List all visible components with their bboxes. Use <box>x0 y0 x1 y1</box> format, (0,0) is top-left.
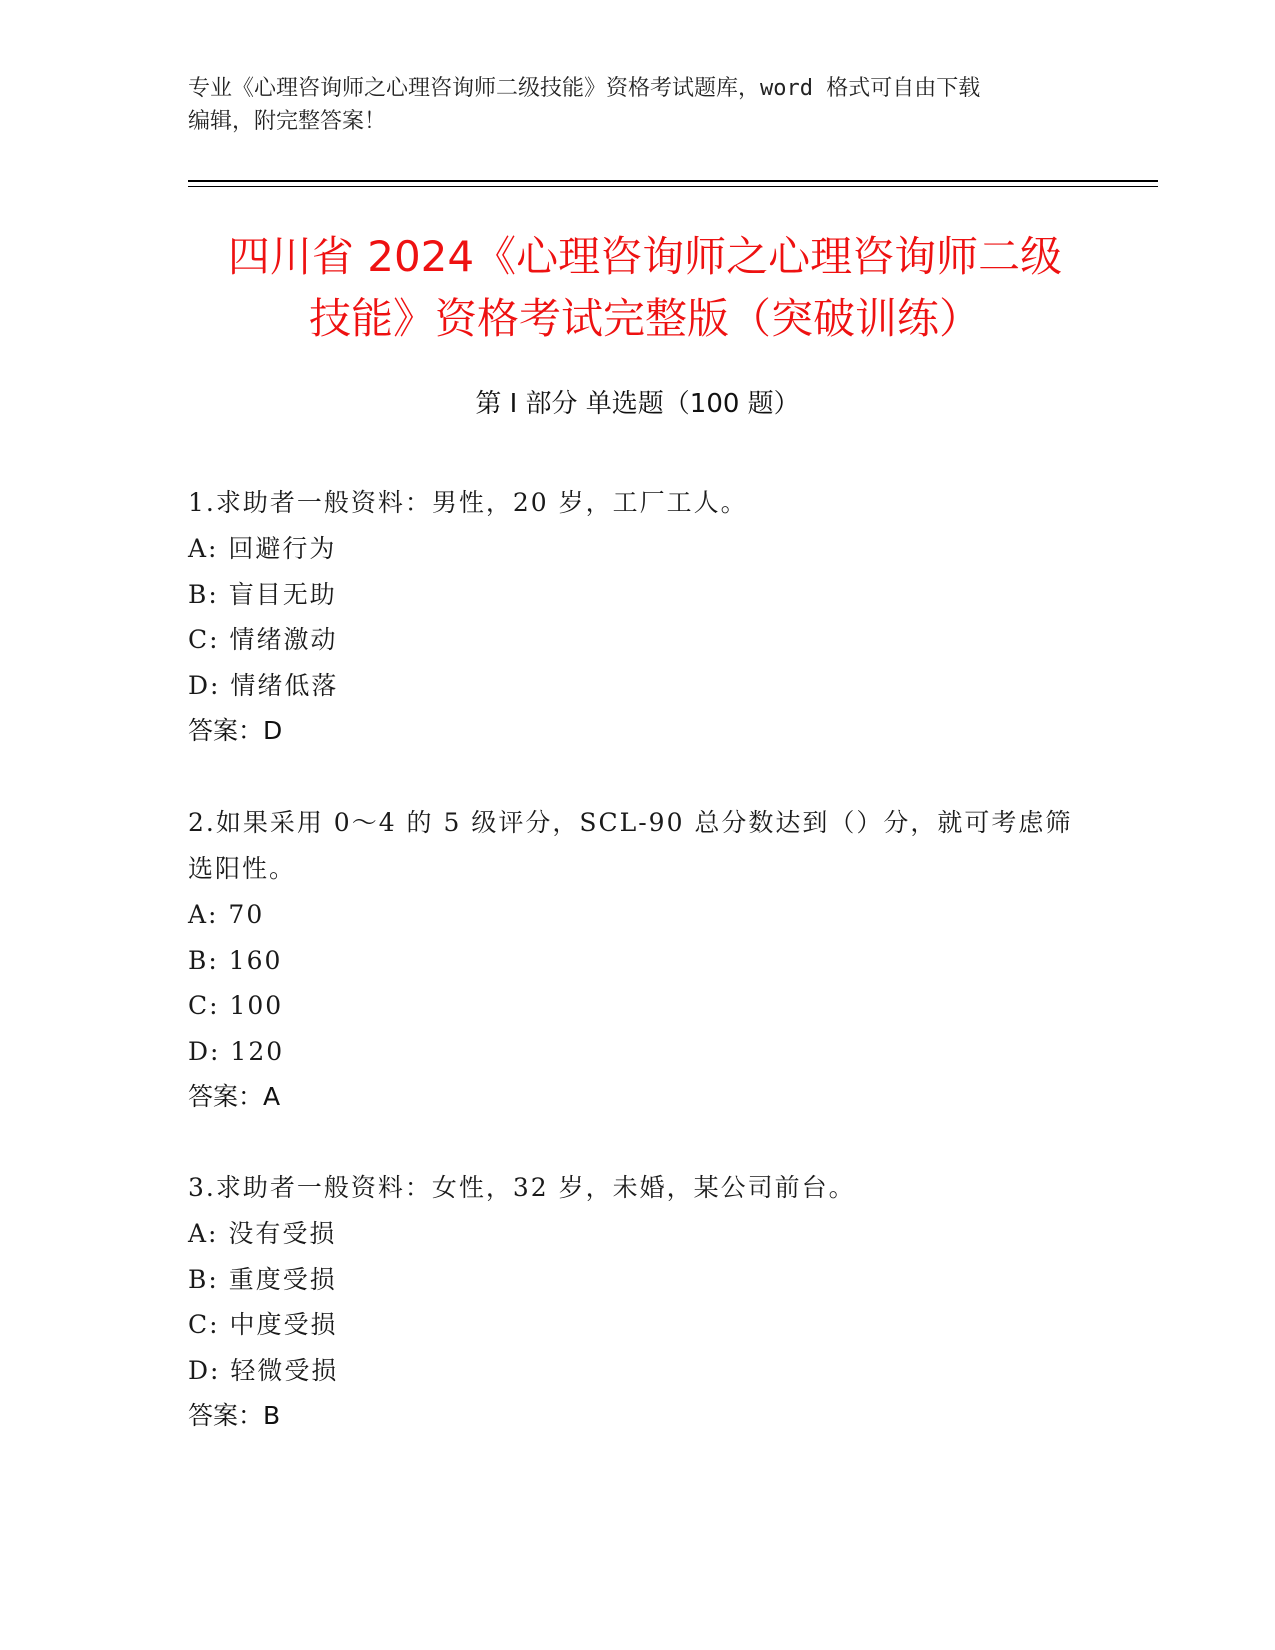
answer: 答案：A <box>188 1082 281 1111</box>
question-stem: 1.求助者一般资料：男性，20 岁，工厂工人。 <box>188 488 748 517</box>
option-a: A: 回避行为 <box>188 534 337 563</box>
option-c: C: 情绪激动 <box>188 625 338 654</box>
section-title: 第 I 部分 单选题（100 题） <box>475 389 800 419</box>
header-note-line2: 编辑，附完整答案！ <box>188 109 387 134</box>
header-note <box>188 72 1088 138</box>
question-stem-line2: 选阳性。 <box>188 854 297 883</box>
page-title <box>195 226 1095 350</box>
page-title-line2: 技能》资格考试完整版（突破训练） <box>308 294 981 343</box>
option-c: C: 100 <box>188 991 284 1020</box>
question-stem-line1: 2.如果采用 0～4 的 5 级评分，SCL-90 总分数达到（）分，就可考虑筛 <box>188 808 1073 837</box>
page-title-line1: 四川省 2024《心理咨询师之心理咨询师二级 <box>227 232 1063 281</box>
question-2 <box>188 800 1088 1120</box>
answer: 答案：B <box>188 1401 281 1430</box>
option-d: D: 120 <box>188 1036 285 1066</box>
header-divider-thick <box>188 180 1158 182</box>
option-a: A: 70 <box>188 900 265 929</box>
option-c: C: 中度受损 <box>188 1310 338 1339</box>
option-d: D: 情绪低落 <box>188 670 339 700</box>
option-d: D: 轻微受损 <box>188 1355 339 1385</box>
question-1 <box>188 480 1088 754</box>
header-divider-thin <box>188 186 1158 187</box>
option-b: B: 重度受损 <box>188 1264 337 1294</box>
option-b: B: 盲目无助 <box>188 579 337 609</box>
question-stem: 3.求助者一般资料：女性，32 岁，未婚，某公司前台。 <box>188 1173 856 1202</box>
option-a: A: 没有受损 <box>188 1219 337 1248</box>
question-3 <box>188 1165 1088 1439</box>
answer: 答案：D <box>188 716 283 745</box>
header-note-line1: 专业《心理咨询师之心理咨询师二级技能》资格考试题库，word 格式可自由下载 <box>188 76 981 101</box>
option-b: B: 160 <box>188 945 283 975</box>
